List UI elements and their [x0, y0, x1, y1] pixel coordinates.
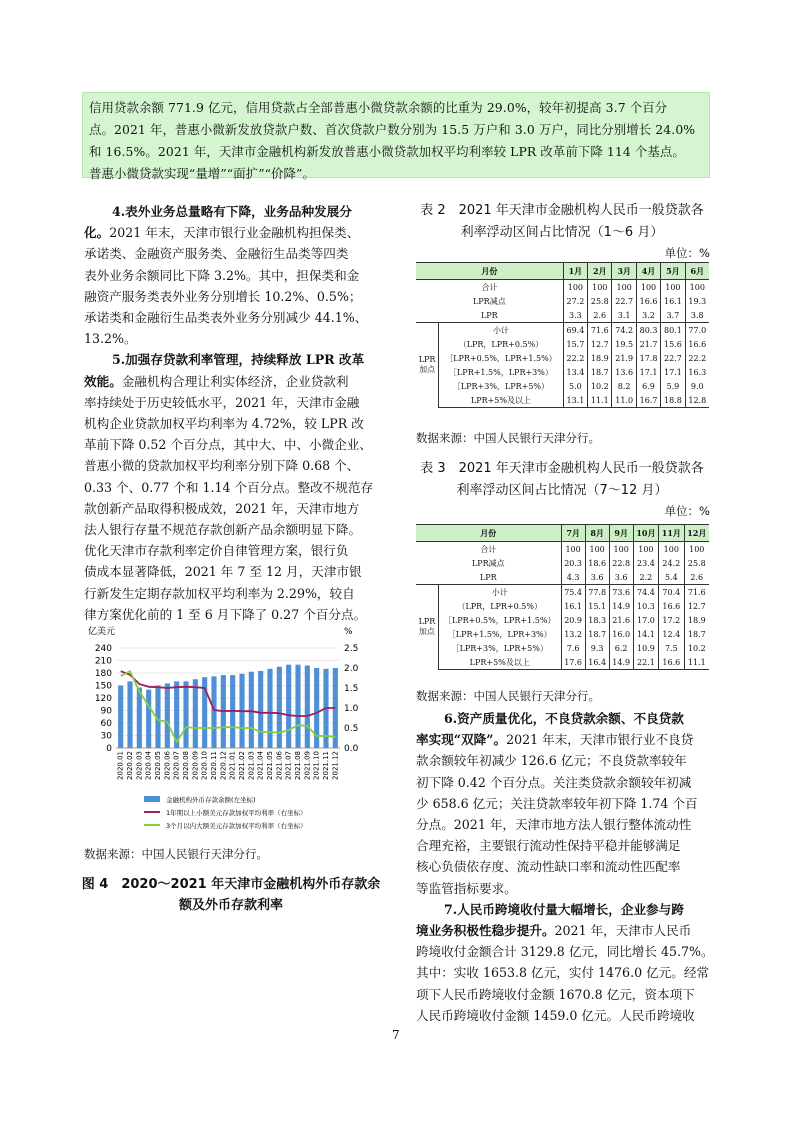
table-cell: 2.6 — [588, 308, 612, 323]
table-row-label: LPR减点 — [472, 296, 506, 306]
table-cell: 100 — [684, 542, 709, 557]
table-cell: 100 — [685, 280, 709, 295]
y-tick-left: 90 — [100, 706, 112, 717]
bar — [277, 667, 282, 748]
table-cell: 69.4 — [563, 323, 587, 338]
table-cell: 16.3 — [685, 365, 709, 379]
table2-title — [412, 200, 712, 244]
table-row — [416, 323, 709, 338]
table-group-label — [416, 323, 439, 408]
table-row — [416, 542, 709, 557]
table-cell: 3.6 — [585, 570, 609, 585]
para4-heading: 4.表外业务总量略有下降，业务品种发展分 — [112, 204, 352, 219]
x-tick-label: 2020.07 — [172, 751, 181, 780]
table-cell: 71.6 — [684, 585, 709, 600]
table-cell: 100 — [561, 542, 585, 557]
para5-text: 金融机构合理让利实体经济，企业贷款利 — [121, 373, 349, 389]
bar — [305, 666, 310, 749]
page-number: 7 — [392, 1028, 400, 1042]
x-tick-label: 2021.05 — [266, 751, 274, 780]
table-cell: 15.7 — [563, 337, 587, 351]
table-cell: 13.6 — [612, 365, 636, 379]
x-tick-label: 2021.08 — [294, 751, 302, 780]
table-cell: 15.1 — [585, 599, 609, 613]
table-cell: 100 — [661, 280, 685, 295]
table-cell: 18.7 — [684, 627, 709, 641]
para4-text: 融资产服务类表外业务分别增长 10.2%、0.5%； — [84, 288, 362, 304]
legend-label: 1年期以上小额美元存款加权平均利率（右坐标） — [166, 809, 307, 817]
table-cell: 12.4 — [659, 627, 684, 641]
para6-text: 合理充裕，主要银行流动性保持平稳并能够满足 — [416, 838, 681, 854]
table-cell: 77.8 — [585, 585, 609, 600]
para6-text: 少 658.6 亿元；关注贷款率较年初下降 1.74 个百 — [416, 795, 698, 811]
para5-text: 债成本显著降低，2021 年 7 至 12 月，天津市银 — [84, 564, 362, 580]
table-cell: 3.1 — [612, 308, 636, 323]
table-group-label-line: 加点 — [418, 627, 435, 637]
para5-heading: 5.加强存贷款利率管理，持续释放 LPR 改革 — [112, 352, 365, 368]
table-header-cell: 2月 — [588, 263, 612, 280]
table-cell: 100 — [588, 280, 612, 295]
table-cell: 5.4 — [659, 570, 684, 585]
table-cell: 10.3 — [633, 599, 658, 613]
para5-text: 律方案优化前的 1 至 6 月下降了 0.27 个百分点。 — [84, 606, 367, 622]
table-header-cell: 12月 — [684, 525, 709, 542]
table-cell: 100 — [633, 542, 658, 557]
table-cell: 16.4 — [585, 655, 609, 670]
table-cell: 6.9 — [636, 379, 660, 393]
y-tick-left: 180 — [94, 669, 112, 679]
x-tick-label: 2021.11 — [322, 751, 330, 780]
table-cell: 18.7 — [585, 627, 609, 641]
table-header-cell: 1月 — [563, 263, 587, 280]
table-row — [416, 393, 709, 408]
para5-text: 0.33 个、0.77 个和 1.14 个百分点。整改不规范存 — [84, 479, 374, 495]
para7-heading-cont: 境业务积极性稳步提升。 — [416, 923, 555, 939]
para4-text: 承诺类、金融资产服务类、金融衍生品类等四类 — [84, 246, 349, 262]
table-cell: 21.6 — [609, 613, 633, 627]
table-header-cell: 7月 — [561, 525, 585, 542]
table-row — [416, 351, 709, 365]
table-row — [416, 379, 709, 393]
table-cell: 16.6 — [659, 599, 684, 613]
table-cell: 18.8 — [661, 393, 685, 408]
x-tick-label: 2021.09 — [303, 751, 312, 780]
para6-text: 初下降 0.42 个百分点。关注类贷款余额较年初减 — [416, 774, 692, 790]
x-tick-label: 2020.08 — [182, 751, 190, 780]
para5-text: 普惠小微的贷款加权平均利率分别下降 0.68 个、 — [84, 458, 360, 474]
table-row — [416, 599, 709, 613]
y-tick-right: 0.5 — [344, 724, 359, 734]
table3-title-line: 表 3 2021 年天津市金融机构人民币一般贷款各 — [420, 461, 704, 476]
table-cell: 11.1 — [588, 393, 612, 408]
para5-text: 革前下降 0.52 个百分点，其中大、中、小微企业、 — [84, 437, 372, 453]
table-cell: 13.2 — [561, 627, 585, 641]
table-cell: 77.0 — [685, 323, 709, 338]
bar — [127, 681, 132, 748]
table-cell: 73.6 — [609, 585, 633, 600]
table-row — [416, 641, 709, 655]
table3-source: 数据来源：中国人民银行天津分行。 — [416, 689, 600, 703]
para4-heading-cont: 化。 — [84, 225, 110, 241]
table-cell: 17.8 — [636, 351, 660, 365]
table-cell: 11.0 — [612, 393, 636, 408]
table-cell: 16.0 — [609, 627, 633, 641]
x-tick-label: 2020.09 — [191, 751, 200, 780]
x-tick-label: 2020.10 — [200, 751, 209, 780]
table-cell: 22.8 — [609, 556, 633, 570]
para5-text: 率持续处于历史较低水平，2021 年，天津市金融 — [84, 394, 360, 410]
para6-text: 2021 年末，天津市银行业不良贷 — [506, 732, 694, 748]
table-cell: 17.2 — [659, 613, 684, 627]
table-cell: 74.4 — [633, 585, 658, 600]
table-cell: 7.6 — [561, 641, 585, 655]
y-tick-right: 2.5 — [344, 644, 359, 654]
table-cell: 23.4 — [633, 556, 658, 570]
x-tick-label: 2020.03 — [135, 751, 144, 780]
table-cell: 22.7 — [612, 294, 636, 308]
para5-text: 款创新产品取得积极成效，2021 年，天津市地方 — [84, 500, 360, 516]
highlight-line: 和 16.5%。2021 年，天津市金融机构新发放普惠小微贷款加权平均利率较 LPR 改革前下降 114 个基点。 — [89, 144, 685, 159]
table-cell: 10.9 — [633, 641, 658, 655]
y-axis-left-label: 亿美元 — [88, 627, 116, 637]
table-cell: 7.5 — [659, 641, 684, 655]
table-cell: 5.9 — [661, 379, 685, 393]
table-cell: 14.9 — [609, 655, 633, 670]
figure4-chart — [84, 622, 384, 862]
x-tick-label: 2020.01 — [116, 751, 125, 780]
table-cell: 25.8 — [588, 294, 612, 308]
table-row-label: 合计 — [480, 544, 497, 554]
para4-text: 13.2%。 — [84, 331, 137, 347]
series-line — [121, 671, 336, 742]
table-cell: 100 — [636, 280, 660, 295]
y-tick-left: 0 — [106, 744, 112, 754]
table-group-label-line: 加点 — [419, 365, 436, 375]
table2-title-line: 利率浮动区间占比情况（1～6 月） — [460, 225, 664, 240]
table-header-label: 月份 — [416, 263, 563, 280]
right-column-text — [416, 708, 716, 1026]
table-cell: 80.1 — [661, 323, 685, 338]
bar — [295, 665, 300, 748]
table-cell: 17.1 — [636, 365, 660, 379]
para7-text: 2021 年，天津市人民币 — [554, 923, 692, 939]
para4-text: 2021 年末，天津市银行业金融机构担保类、 — [109, 225, 360, 241]
x-tick-label: 2021.03 — [247, 751, 256, 780]
y-tick-left: 120 — [94, 694, 112, 704]
table-row-label: LPR+5%及以上 — [438, 655, 561, 670]
table3 — [416, 524, 709, 670]
table-cell: 21.7 — [636, 337, 660, 351]
table-cell: 16.1 — [561, 599, 585, 613]
table-header-label: 月份 — [416, 525, 561, 542]
bar — [286, 665, 291, 748]
table-cell: 80.3 — [636, 323, 660, 338]
table-cell: 71.6 — [588, 323, 612, 338]
table2-title-line: 表 2 2021 年天津市金融机构人民币一般贷款各 — [420, 203, 704, 218]
legend-label: 金融机构外币存款余额(左坐标) — [166, 796, 256, 804]
table-row-label: LPR减点 — [471, 558, 505, 568]
highlight-box — [82, 92, 710, 181]
table-cell: 5.0 — [563, 379, 587, 393]
para6-text: 款余额较年初减少 126.6 亿元；不良贷款率较年 — [416, 753, 687, 769]
table-header-cell: 6月 — [685, 263, 709, 280]
table-cell: 3.6 — [609, 570, 633, 585]
bar — [137, 688, 142, 748]
y-tick-right: 0.0 — [344, 744, 359, 754]
para6-text: 分点。2021 年，天津市地方法人银行整体流动性 — [416, 817, 692, 833]
table3-title — [412, 458, 712, 502]
table-cell: 22.2 — [685, 351, 709, 365]
bar — [258, 671, 263, 748]
x-tick-label: 2021.12 — [331, 751, 340, 780]
table-cell: 70.4 — [659, 585, 684, 600]
table-cell: 6.2 — [609, 641, 633, 655]
table-cell: 19.3 — [685, 294, 709, 308]
table-cell: 100 — [659, 542, 684, 557]
table-header-row — [416, 525, 709, 542]
figure4-caption-line: 额及外币存款利率 — [178, 898, 283, 913]
bar — [267, 669, 272, 748]
table-cell: 10.2 — [588, 379, 612, 393]
table-cell: 100 — [563, 280, 587, 295]
table-group-label-line: LPR — [418, 355, 436, 365]
table-cell: 13.1 — [563, 393, 587, 408]
legend-swatch-bar — [144, 796, 160, 802]
x-tick-label: 2021.04 — [256, 751, 265, 780]
y-tick-left: 210 — [94, 656, 112, 667]
table-row — [416, 613, 709, 627]
table-group-label — [416, 585, 438, 670]
table3-unit: 单位：% — [664, 504, 710, 518]
figure4-source: 数据来源：中国人民银行天津分行。 — [84, 847, 268, 861]
table-row — [416, 627, 709, 641]
y-axis-right-label: % — [344, 627, 353, 637]
x-tick-label: 2020.04 — [144, 751, 153, 780]
table-cell: 3.2 — [636, 308, 660, 323]
table3-title-line: 利率浮动区间占比情况（7～12 月） — [456, 483, 668, 498]
y-tick-left: 150 — [94, 681, 112, 692]
table-header-cell: 8月 — [585, 525, 609, 542]
table-header-row — [416, 263, 709, 280]
y-tick-left: 30 — [100, 731, 112, 742]
table-cell: 18.7 — [588, 365, 612, 379]
table-cell: 25.8 — [684, 556, 709, 570]
table-cell: 3.8 — [685, 308, 709, 323]
x-tick-label: 2021.07 — [284, 751, 293, 780]
table-cell: 15.6 — [661, 337, 685, 351]
table2 — [416, 262, 709, 408]
table-cell: 24.2 — [659, 556, 684, 570]
table-cell: 74.2 — [612, 323, 636, 338]
x-tick-label: 2020.12 — [219, 751, 228, 780]
table-row — [416, 280, 709, 295]
table-cell: 16.1 — [661, 294, 685, 308]
figure4-caption-line: 图 4 2020～2021 年天津市金融机构外币存款余 — [81, 877, 381, 892]
table-row — [416, 294, 709, 308]
bar — [165, 683, 170, 748]
para6-heading-cont: 率实现“双降”。 — [416, 732, 507, 748]
para5-heading-cont: 效能。 — [84, 373, 122, 389]
table-cell: 4.3 — [561, 570, 585, 585]
table2-source: 数据来源：中国人民银行天津分行。 — [416, 431, 600, 445]
bar — [183, 681, 188, 748]
table-cell: 12.8 — [685, 393, 709, 408]
table-row-label: 小计 — [438, 585, 561, 600]
table-row-label: LPR — [480, 310, 498, 320]
figure4-caption — [78, 874, 384, 916]
table-cell: 2.6 — [684, 570, 709, 585]
x-tick-label: 2020.06 — [163, 751, 172, 780]
left-column-text — [84, 201, 384, 625]
table-cell: 20.3 — [561, 556, 585, 570]
table-row-label: ［LPR+0.5%，LPR+1.5%） — [443, 615, 556, 625]
table-cell: 8.2 — [612, 379, 636, 393]
table-cell: 10.2 — [684, 641, 709, 655]
table-row — [416, 308, 709, 323]
table-row-label: LPR+5%及以上 — [439, 393, 564, 408]
y-tick-right: 2.0 — [344, 664, 359, 674]
para5-text: 优化天津市存款利率定价自律管理方案，银行负 — [84, 543, 349, 559]
table-row-label: ［LPR+0.5%，LPR+1.5%） — [445, 353, 557, 363]
table-cell: 14.9 — [609, 599, 633, 613]
para7-text: 跨境收付金额合计 3129.8 亿元，同比增长 45.7%。 — [416, 944, 714, 960]
table-row — [416, 655, 709, 670]
table-cell: 11.1 — [684, 655, 709, 670]
table-row-label: LPR — [479, 572, 497, 582]
table-cell: 9.3 — [585, 641, 609, 655]
table-cell: 17.6 — [561, 655, 585, 670]
y-tick-right: 1.5 — [344, 684, 359, 694]
x-tick-label: 2020.05 — [154, 751, 162, 780]
highlight-line: 普惠小微贷款实现“量增”“面扩”“价降”。 — [89, 166, 315, 181]
table-row-label: ［LPR+1.5%，LPR+3%） — [449, 367, 553, 377]
table-row — [416, 365, 709, 379]
table-row-label: ［LPR+3%，LPR+5%） — [451, 643, 548, 653]
table-cell: 22.1 — [633, 655, 658, 670]
y-tick-left: 240 — [94, 644, 112, 654]
table-row-label: 小计 — [439, 323, 564, 338]
para6-heading: 6.资产质量优化，不良贷款余额、不良贷款 — [444, 711, 684, 726]
table-cell: 16.6 — [659, 655, 684, 670]
table-cell: 16.6 — [636, 294, 660, 308]
bar — [211, 676, 216, 748]
bar — [146, 690, 151, 748]
para6-text: 核心负债依存度、流动性缺口率和流动性匹配率 — [416, 859, 681, 875]
table-cell: 19.5 — [612, 337, 636, 351]
table-cell: 22.7 — [661, 351, 685, 365]
table-row-label: ［LPR+3%，LPR+5%） — [452, 381, 550, 391]
table-cell: 12.7 — [588, 337, 612, 351]
table-cell: 12.7 — [684, 599, 709, 613]
highlight-line: 点。2021 年，普惠小微新发放贷款户数、首次贷款户数分别为 15.5 万户和 3.0 万户，同比分别增长 24.0% — [89, 122, 696, 137]
y-tick-right: 1.0 — [344, 704, 359, 714]
para5-text: 行新发生定期存款加权平均利率为 2.29%，较自 — [84, 585, 355, 601]
table-cell: 16.7 — [636, 393, 660, 408]
table-cell: 20.9 — [561, 613, 585, 627]
x-tick-label: 2021.06 — [275, 751, 284, 780]
table-header-cell: 4月 — [636, 263, 660, 280]
table-row-label: （LPR，LPR+0.5%） — [458, 339, 544, 349]
table-cell: 18.3 — [585, 613, 609, 627]
table-cell: 18.9 — [588, 351, 612, 365]
para4-text: 表外业务余额同比下降 3.2%。其中，担保类和金 — [84, 267, 360, 283]
table-header-cell: 9月 — [609, 525, 633, 542]
table-cell: 3.7 — [661, 308, 685, 323]
table-cell: 100 — [609, 542, 633, 557]
table-cell: 16.6 — [685, 337, 709, 351]
table-cell: 3.3 — [563, 308, 587, 323]
para4-text: 承诺类和金融衍生品类表外业务分别减少 44.1%、 — [84, 310, 368, 326]
table-cell: 14.1 — [633, 627, 658, 641]
table-row — [416, 570, 709, 585]
table-cell: 2.2 — [633, 570, 658, 585]
legend-label: 3个月以内大额美元存款加权平均利率（右坐标） — [166, 822, 307, 830]
para7-heading: 7.人民币跨境收付量大幅增长，企业参与跨 — [444, 901, 684, 917]
table-cell: 21.9 — [612, 351, 636, 365]
x-tick-label: 2020.11 — [210, 751, 218, 780]
table-row-label: （LPR，LPR+0.5%） — [457, 601, 542, 611]
highlight-line: 信用贷款余额 771.9 亿元，信用贷款占全部普惠小微贷款余额的比重为 29.0%，较年初提高 3.7 个百分 — [89, 100, 668, 115]
table-row-label: 合计 — [481, 282, 498, 292]
table-row-label: ［LPR+1.5%，LPR+3%） — [447, 629, 552, 639]
table-cell: 9.0 — [685, 379, 709, 393]
table2-unit: 单位：% — [664, 246, 710, 260]
table-header-cell: 10月 — [633, 525, 658, 542]
table-cell: 13.4 — [563, 365, 587, 379]
table-cell: 75.4 — [561, 585, 585, 600]
x-tick-label: 2021.01 — [228, 751, 237, 780]
table-cell: 27.2 — [563, 294, 587, 308]
x-tick-label: 2020.02 — [126, 751, 134, 780]
y-tick-left: 60 — [100, 719, 112, 729]
para7-text: 人民币跨境收付金额 1459.0 亿元。人民币跨境收 — [416, 1007, 695, 1023]
table-cell: 100 — [612, 280, 636, 295]
para7-text: 项下人民币跨境收付金额 1670.8 亿元，资本项下 — [416, 986, 695, 1002]
table-cell: 22.2 — [563, 351, 587, 365]
table-header-cell: 5月 — [661, 263, 685, 280]
table-row — [416, 556, 709, 570]
bar — [193, 679, 198, 748]
para6-text: 等监管指标要求。 — [416, 880, 517, 896]
bar — [249, 672, 254, 748]
bar — [118, 686, 123, 749]
table-group-label-line: LPR — [418, 617, 436, 627]
table-cell: 17.1 — [661, 365, 685, 379]
x-tick-label: 2021.10 — [312, 751, 321, 780]
x-tick-label: 2021.02 — [238, 751, 246, 780]
para5-text: 法人银行存量不规范存款创新产品余额明显下降。 — [84, 522, 362, 538]
para7-text: 其中：实收 1653.8 亿元，实付 1476.0 亿元。经常 — [416, 965, 710, 981]
table-cell: 18.6 — [585, 556, 609, 570]
table-header-cell: 11月 — [659, 525, 684, 542]
para5-text: 机构企业贷款加权平均利率为 4.72%，较 LPR 改 — [84, 416, 364, 432]
series-line — [121, 671, 336, 716]
table-row — [416, 337, 709, 351]
table-cell: 17.0 — [633, 613, 658, 627]
table-cell: 100 — [585, 542, 609, 557]
table-cell: 18.9 — [684, 613, 709, 627]
table-row — [416, 585, 709, 600]
table-header-cell: 3月 — [612, 263, 636, 280]
